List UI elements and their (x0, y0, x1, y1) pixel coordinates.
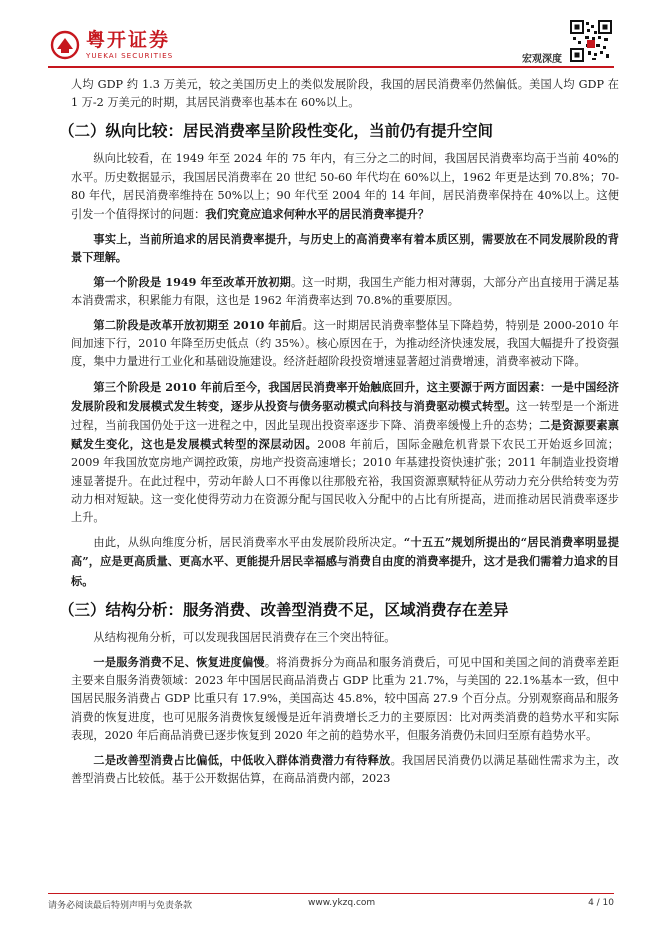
brand-name-en: YUEKAI SECURITIES (86, 50, 174, 60)
qr-code-icon (570, 20, 612, 62)
paragraph-improvement-consumption (71, 751, 619, 788)
text-span: 这一转型是一个渐进过程，当前我国仍处于这一进程之中，因此呈现出投资率逐步下降、消费率缓慢上升的态势； (71, 399, 619, 433)
text-span: 。这一时期，我国生产能力相对薄弱，大部分产出直接用于满足基本消费需求，积累能力有限，这也是 1962 年消费率达到 70.8%的重要原因。 (71, 275, 619, 307)
bold-text: 第二阶段是改革开放初期至 2010 年前后 (93, 318, 303, 333)
disclaimer-notice: 请务必阅读最后特别声明与免责条款 (48, 901, 193, 911)
paragraph-essential-difference: 事实上，当前所追求的居民消费率提升，与历史上的高消费率有着本质区别，需要放在不同发展阶段的背景下理解。 (71, 232, 619, 265)
paragraph-stage-1 (71, 273, 619, 310)
logo-mark-icon (50, 30, 80, 60)
paragraph-conclusion (71, 533, 619, 591)
page-header (0, 0, 662, 74)
bold-text: 二是改善型消费占比偏低，中低收入群体消费潜力有待释放 (93, 753, 391, 768)
bold-text: 一是服务消费不足、恢复进度偏慢 (93, 655, 265, 670)
bold-text: 第一个阶段是 1949 年至改革开放初期 (93, 274, 291, 289)
bold-text: 二是资源要素禀赋发生变化，这也是发展模式转型的深层动因。 (71, 418, 619, 452)
brand-name-cn: 粤开证券 (86, 28, 171, 51)
text-span: 。这一时期居民消费率整体呈下降趋势，特别是 2000-2010 年间加速下行，2010 年降至历史低点（约 35%）。核心原因在于，为推动经济快速发展，我国大幅提升了投资强度，集中力量进行工业化和基础设施建设。经济赶超阶段投资增速显著超过消费增速，消费率被动下降。 (71, 319, 619, 369)
paragraph-stage-2 (71, 316, 619, 372)
report-type-label: 宏观深度 (522, 54, 562, 65)
header-divider (48, 66, 614, 68)
text-span: 。我国居民消费仍以满足基础性需求为主，改善型消费占比较低。基于公开数据估算，在商品消费内部，2023 (71, 754, 619, 786)
paragraph-structural-intro: 从结构视角分析，可以发现我国居民消费存在三个突出特征。 (93, 630, 396, 644)
paragraph-service-consumption (71, 653, 619, 745)
page-number: 4 / 10 (588, 898, 614, 908)
text-span: 2008 年前后，国际金融危机背景下农民工开始返乡回流；2009 年我国放宽房地产调控政策，房地产投资高速增长；2010 年基建投资快速扩张；2011 年制造业投资增速显著提升。在此过程中，劳动年龄人口不再像以往那般充裕，我国资源禀赋特征从劳动力充分供给转变为劳动力相对短缺。这一变化使得劳动力在资源分配与国民收入分配中的占比有所提高，进而推动居民消费率逐步上升。 (71, 438, 619, 525)
section-heading-2: （二）纵向比较：居民消费率呈阶段性变化，当前仍有提升空间 (59, 122, 494, 141)
bold-text: “十五五”规划所提出的“居民消费率明显提高”，应是更高质量、更高水平、更能提升居民幸福感与消费自由度的消费率提升，这才是我们需着力追求的目标。 (71, 535, 619, 588)
text-span: 。将消费拆分为商品和服务消费后，可见中国和美国之间的消费率差距主要来自服务消费领域：2023 年中国居民商品消费占 GDP 比重为 21.7%，与美国的 22.1%基本一致，但中国居民服务消费占 GDP 比重只有 17.9%，美国高达 45.8%，较中国高 27.9 个百分点。分别观察商品和服务消费的恢复进度，也可见服务消费恢复缓慢是近年消费增长乏力的主要原因：比对两类消费的趋势水平和实际表现，2020 年后商品消费已逐步恢复到 2020 年之前的趋势水平，但服务消费仍未回归至原有趋势水平。 (71, 656, 619, 742)
website-link[interactable]: www.ykzq.com (308, 898, 376, 908)
paragraph-intro: 人均 GDP 约 1.3 万美元，较之美国历史上的类似发展阶段，我国的居民消费率仍然偏低。美国人均 GDP 在 1 万-2 万美元的时期，其居民消费率也基本在 60%以上。 (71, 78, 619, 110)
paragraph-vertical-comparison (71, 150, 619, 224)
bold-text: 第三个阶段是 2010 年前后至今，我国居民消费率开始触底回升，这主要源于两方面因素：一是中国经济发展阶段和发展模式发生转变，逐步从投资与债务驱动模式向科技与消费驱动模式转型。 (71, 379, 619, 413)
brand-logo (50, 30, 173, 60)
paragraph-stage-3 (71, 378, 619, 528)
text-span: 由此，从纵向维度分析，居民消费率水平由发展阶段所决定。 (93, 536, 404, 550)
bold-text: 我们究竟应追求何种水平的居民消费率提升？ (205, 207, 430, 222)
report-body (59, 76, 619, 795)
page-footer (48, 893, 614, 911)
text-span: 纵向比较看，在 1949 年至 2024 年的 75 年内，有三分之二的时间，我国居民消费率均高于当前 40%的水平。历史数据显示，我国居民消费率在 20 世纪 50-60 年代均在 60%以上，1962 年更是达到 70.8%；70-80 年代，居民消费率维持在 50%以上；90 年代至 2004 年的 14 年间，居民消费率保持在 40%以上。这便引发一个值得探讨的问题： (71, 152, 619, 222)
section-heading-3: （三）结构分析：服务消费、改善型消费不足，区域消费存在差异 (59, 600, 509, 619)
